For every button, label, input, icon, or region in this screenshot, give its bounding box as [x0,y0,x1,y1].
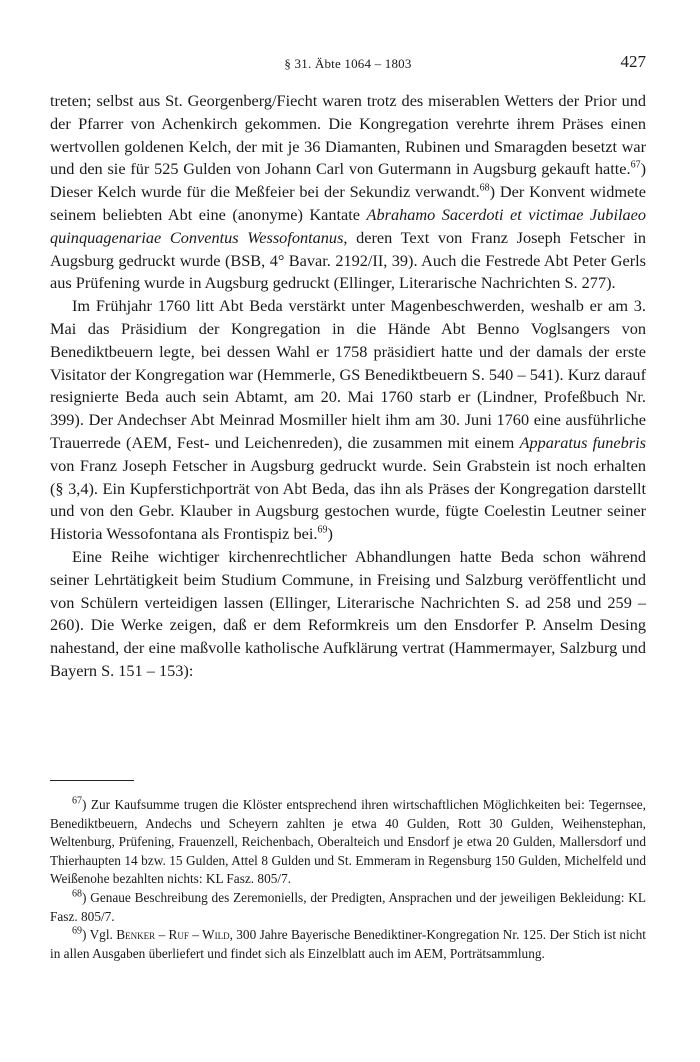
paragraph-2 [50,295,646,546]
footnote-number-68: 68 [72,888,82,900]
footnote-separator [50,780,134,781]
paragraph-1-text-2: ) Dieser Kelch wurde für die Meßfeier bei der Sekundiz verwandt. [50,159,646,202]
footnote-number-67: 67 [72,795,82,807]
paragraph-3 [50,546,646,683]
footnote-ref-68: 68 [479,182,490,194]
paragraph-2-text-1: Im Frühjahr 1760 litt Abt Beda verstärkt unter Magenbeschwerden, weshalb er am 3. Mai das Präsidium der Kongregation in die Hände Abt Benno Voglsangers von Benediktbeuern legte, bei dessen Wahl er 1758 präsidiert hatte und der damals der erste Visitator der Kongregation war (Hemmerle, GS Benediktbeuern S. 540 – 541). Kurz darauf resignierte Beda auch sein Abtamt, am 20. Mai 1760 starb er (Lindner, Profeßbuch Nr. 399). Der Andechser Abt Meinrad Mosmiller hielt ihm am 30. Juni 1760 eine ausführliche Trauerrede (AEM, Fest- und Leichenreden), die zusammen mit einem [50,296,646,452]
paragraph-1-text-1: treten; selbst aus St. Georgenberg/Fiecht waren trotz des miserablen Wetters der Prior und der Pfarrer von Achenkirch gekommen. Die Kongregation verehrte ihrem Präses einen wertvollen goldenen Kelch, der mit je 36 Diamanten, Rubinen und Smaragden besetzt war und den sie für 525 Gulden von Johann Carl von Gutermann in Augsburg gekauft hatte. [50,91,646,179]
footnote-ref-67: 67 [630,159,641,171]
footnote-68 [50,889,646,926]
footnote-number-69: 69 [72,925,82,937]
footnote-ref-69: 69 [317,524,328,536]
footnote-69-pre: ) Vgl. [82,927,117,943]
footnote-69-text: , 300 Jahre Bayerische Benediktiner-Kongregation Nr. 125. Der Stich ist nicht in allen Ausgaben überliefert und findet sich als Einzelblatt auch im AEM, Porträtsammlung. [50,927,647,961]
paragraph-2-close: ) [327,524,333,544]
paragraph-1-text-4: , deren Text von Franz Joseph Fetscher in Augsburg gedruckt wurde (BSB, 4° Bavar. 2192/II, 39). Auch die Festrede Abt Peter Gerls aus Prüfening wurde in Augsburg gedruckt (Ellinger, Literarische Nachrichten S. 277). [50,227,646,293]
footnote-67 [50,796,646,889]
main-text [50,90,646,683]
running-head: § 31. Äbte 1064 – 1803 [284,56,412,71]
paragraph-2-text-2: von Franz Joseph Fetscher in Augsburg gedruckt wurde. Sein Grabstein ist noch erhalten (§ 3,4). Ein Kupferstichporträt von Abt Beda, das ihn als Präses der Kongregation darstellt und von den Gebr. Klauber in Augsburg gestochen wurde, fügte Coelestin Leutner seiner Historia Wessofontana als Frontispiz bei. [50,455,646,544]
cantata-title: Abrahamo Sacerdoti et victimae Jubilaeo quinquagenariae Conventus Wessofontanus [50,204,646,247]
footnote-68-text: ) Genaue Beschreibung des Zeremoniells, der Predigten, Ansprachen und der jeweiligen Bekleidung: KL Fasz. 805/7. [50,889,646,924]
footnote-67-text: ) Zur Kaufsumme trugen die Klöster entsprechend ihren wirtschaftlichen Möglichkeiten bei: Tegernsee, Benediktbeuern, Andechs und Scheyern zahlten je etwa 40 Gulden, Rott 30 Gulden, Weihenstephan, Weltenburg, Prüfening, Frauenzell, Reichenbach, Oberalteich und Ensdorf je etwa 20 Gulden, Mallersdorf und Thierhaupten 14 bzw. 15 Gulden, Attel 8 Gulden und St. Emmeram in Regensburg 150 Gulden, Michelfeld und Weißenohe bezahlten nichts: KL Fasz. 805/7. [50,797,646,887]
paragraph-1 [50,90,646,295]
paragraph-3-text-1: Eine Reihe wichtiger kirchenrechtlicher Abhandlungen hatte Beda schon während seiner Lehrtätigkeit beim Studium Commune, in Freising und Salzburg veröffentlicht und von Schülern verteidigen lassen (Ellinger, Literarische Nachrichten S. ad 258 und 259 – 260). Die Werke zeigen, daß er dem Reformkreis um den Ensdorfer P. Anselm Desing nahestand, der eine maßvolle katholische Aufklärung vertrat (Hammermayer, Salzburg und Bayern S. 151 – 153): [50,546,646,680]
footnote-69-authors: Benker – Ruf – Wild [116,927,230,943]
footnotes [50,796,646,963]
footnote-69 [50,926,646,963]
apparatus-funebris-title: Apparatus funebris [519,432,646,452]
page-number: 427 [620,52,646,71]
page-header [50,52,646,76]
paragraph-1-text-3: ) Der Konvent widmete seinem beliebten Abt eine (anonyme) Kantate [50,182,646,224]
